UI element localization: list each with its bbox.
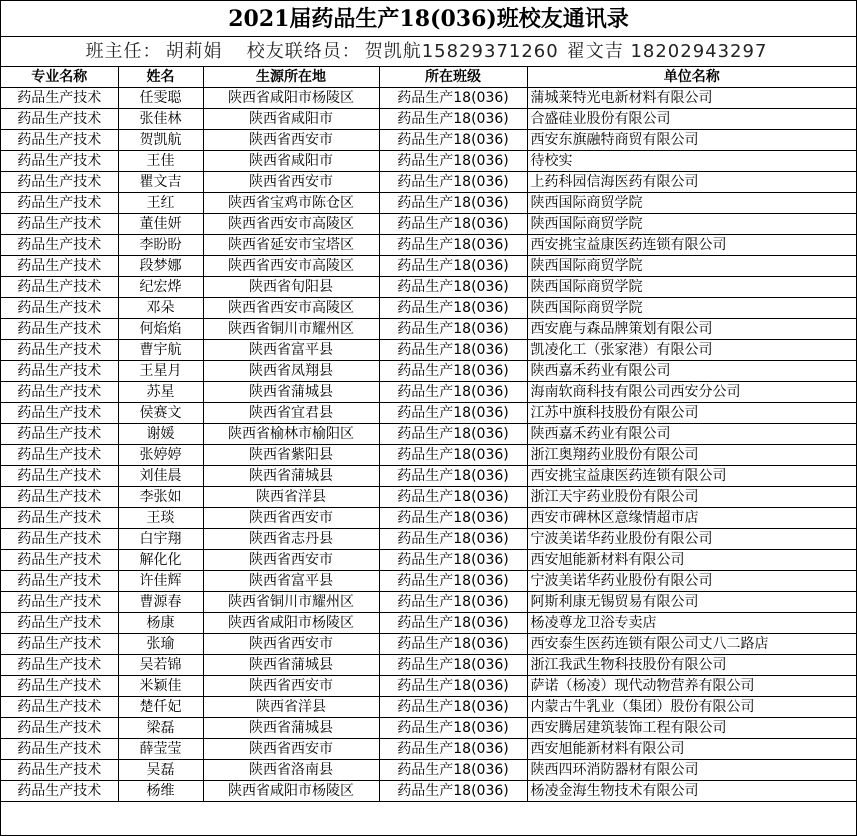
major-cell: 药品生产技术	[1, 151, 118, 172]
origin-cell: 陕西省西安市	[203, 739, 379, 760]
origin-cell: 陕西省咸阳市杨陵区	[203, 781, 379, 802]
major-cell: 药品生产技术	[1, 382, 118, 403]
name-cell: 董佳妍	[118, 214, 203, 235]
major-cell: 药品生产技术	[1, 655, 118, 676]
employer-cell: 上药科园信海医药有限公司	[527, 172, 856, 193]
class-cell: 药品生产18(036)	[379, 235, 527, 256]
class-cell: 药品生产18(036)	[379, 151, 527, 172]
class-cell: 药品生产18(036)	[379, 298, 527, 319]
head-teacher-label: 班主任：	[85, 41, 162, 62]
class-cell: 药品生产18(036)	[379, 508, 527, 529]
major-cell: 药品生产技术	[1, 298, 118, 319]
class-cell: 药品生产18(036)	[379, 718, 527, 739]
table-row	[1, 214, 856, 235]
name-cell: 曹宇航	[118, 340, 203, 361]
class-cell: 药品生产18(036)	[379, 697, 527, 718]
table-row	[1, 340, 856, 361]
name-cell: 谢媛	[118, 424, 203, 445]
table-row	[1, 697, 856, 718]
major-cell: 药品生产技术	[1, 214, 118, 235]
class-cell: 药品生产18(036)	[379, 550, 527, 571]
alumni-table	[1, 67, 856, 802]
table-row	[1, 571, 856, 592]
name-cell: 梁磊	[118, 718, 203, 739]
class-cell: 药品生产18(036)	[379, 382, 527, 403]
name-cell: 张婷婷	[118, 445, 203, 466]
table-row	[1, 193, 856, 214]
name-cell: 张佳林	[118, 109, 203, 130]
origin-cell: 陕西省富平县	[203, 340, 379, 361]
major-cell: 药品生产技术	[1, 592, 118, 613]
origin-cell: 陕西省延安市宝塔区	[203, 235, 379, 256]
class-cell: 药品生产18(036)	[379, 592, 527, 613]
table-row	[1, 550, 856, 571]
table-row	[1, 613, 856, 634]
origin-cell: 陕西省咸阳市	[203, 109, 379, 130]
liaison-2: 翟文吉 18202943297	[566, 41, 768, 62]
major-cell: 药品生产技术	[1, 277, 118, 298]
employer-cell: 陕西国际商贸学院	[527, 193, 856, 214]
name-cell: 瞿文吉	[118, 172, 203, 193]
major-cell: 药品生产技术	[1, 256, 118, 277]
table-row	[1, 382, 856, 403]
employer-cell: 西安泰生医药连锁有限公司丈八二路店	[527, 634, 856, 655]
header-employer: 单位名称	[527, 67, 856, 88]
employer-cell: 陕西嘉禾药业有限公司	[527, 424, 856, 445]
major-cell: 药品生产技术	[1, 550, 118, 571]
employer-cell: 浙江我武生物科技股份有限公司	[527, 655, 856, 676]
name-cell: 杨维	[118, 781, 203, 802]
class-cell: 药品生产18(036)	[379, 340, 527, 361]
name-cell: 王星月	[118, 361, 203, 382]
origin-cell: 陕西省旬阳县	[203, 277, 379, 298]
employer-cell: 陕西嘉禾药业有限公司	[527, 361, 856, 382]
employer-cell: 西安东旗融特商贸有限公司	[527, 130, 856, 151]
major-cell: 药品生产技术	[1, 172, 118, 193]
header-major: 专业名称	[1, 67, 118, 88]
table-row	[1, 508, 856, 529]
origin-cell: 陕西省咸阳市杨陵区	[203, 613, 379, 634]
name-cell: 许佳辉	[118, 571, 203, 592]
employer-cell: 陕西国际商贸学院	[527, 256, 856, 277]
major-cell: 药品生产技术	[1, 634, 118, 655]
origin-cell: 陕西省宜君县	[203, 403, 379, 424]
name-cell: 李盼盼	[118, 235, 203, 256]
header-class: 所在班级	[379, 67, 527, 88]
employer-cell: 杨凌尊龙卫浴专卖店	[527, 613, 856, 634]
class-cell: 药品生产18(036)	[379, 613, 527, 634]
class-cell: 药品生产18(036)	[379, 88, 527, 109]
class-cell: 药品生产18(036)	[379, 487, 527, 508]
class-cell: 药品生产18(036)	[379, 109, 527, 130]
employer-cell: 西安旭能新材料有限公司	[527, 739, 856, 760]
major-cell: 药品生产技术	[1, 529, 118, 550]
table-row	[1, 655, 856, 676]
major-cell: 药品生产技术	[1, 487, 118, 508]
table-row	[1, 592, 856, 613]
liaison-1: 贺凯航15829371260	[364, 41, 559, 62]
class-cell: 药品生产18(036)	[379, 655, 527, 676]
employer-cell: 内蒙古牛乳业（集团）股份有限公司	[527, 697, 856, 718]
employer-cell: 萨诺（杨凌）现代动物营养有限公司	[527, 676, 856, 697]
employer-cell: 西安挑宝益康医药连锁有限公司	[527, 466, 856, 487]
origin-cell: 陕西省紫阳县	[203, 445, 379, 466]
name-cell: 段梦娜	[118, 256, 203, 277]
employer-cell: 宁波美诺华药业股份有限公司	[527, 529, 856, 550]
employer-cell: 陕西四环消防器材有限公司	[527, 760, 856, 781]
origin-cell: 陕西省洋县	[203, 697, 379, 718]
origin-cell: 陕西省志丹县	[203, 529, 379, 550]
major-cell: 药品生产技术	[1, 235, 118, 256]
major-cell: 药品生产技术	[1, 193, 118, 214]
table-row	[1, 256, 856, 277]
origin-cell: 陕西省西安市	[203, 130, 379, 151]
employer-cell: 浙江天宇药业股份有限公司	[527, 487, 856, 508]
table-row	[1, 781, 856, 802]
major-cell: 药品生产技术	[1, 613, 118, 634]
table-row	[1, 151, 856, 172]
table-header-row	[1, 67, 856, 88]
table-row	[1, 361, 856, 382]
name-cell: 苏星	[118, 382, 203, 403]
origin-cell: 陕西省西安市	[203, 550, 379, 571]
class-cell: 药品生产18(036)	[379, 571, 527, 592]
class-cell: 药品生产18(036)	[379, 172, 527, 193]
origin-cell: 陕西省咸阳市杨陵区	[203, 88, 379, 109]
name-cell: 任雯聪	[118, 88, 203, 109]
name-cell: 何焰焰	[118, 319, 203, 340]
employer-cell: 陕西国际商贸学院	[527, 298, 856, 319]
table-row	[1, 319, 856, 340]
class-cell: 药品生产18(036)	[379, 739, 527, 760]
major-cell: 药品生产技术	[1, 718, 118, 739]
table-row	[1, 760, 856, 781]
header-name: 姓名	[118, 67, 203, 88]
name-cell: 李张如	[118, 487, 203, 508]
employer-cell: 待校实	[527, 151, 856, 172]
employer-cell: 西安市碑林区意缘情超市店	[527, 508, 856, 529]
table-body	[1, 88, 856, 802]
origin-cell: 陕西省蒲城县	[203, 655, 379, 676]
major-cell: 药品生产技术	[1, 739, 118, 760]
employer-cell: 蒲城莱特光电新材料有限公司	[527, 88, 856, 109]
origin-cell: 陕西省榆林市榆阳区	[203, 424, 379, 445]
table-row	[1, 466, 856, 487]
major-cell: 药品生产技术	[1, 508, 118, 529]
class-cell: 药品生产18(036)	[379, 130, 527, 151]
employer-cell: 合盛硅业股份有限公司	[527, 109, 856, 130]
employer-cell: 陕西国际商贸学院	[527, 214, 856, 235]
origin-cell: 陕西省富平县	[203, 571, 379, 592]
table-row	[1, 739, 856, 760]
origin-cell: 陕西省西安市高陵区	[203, 298, 379, 319]
origin-cell: 陕西省蒲城县	[203, 718, 379, 739]
origin-cell: 陕西省西安市高陵区	[203, 256, 379, 277]
class-cell: 药品生产18(036)	[379, 193, 527, 214]
major-cell: 药品生产技术	[1, 109, 118, 130]
table-row	[1, 298, 856, 319]
head-teacher-name: 胡莉娟	[165, 41, 223, 62]
name-cell: 曹源春	[118, 592, 203, 613]
name-cell: 纪宏烨	[118, 277, 203, 298]
name-cell: 贺凯航	[118, 130, 203, 151]
table-row	[1, 403, 856, 424]
major-cell: 药品生产技术	[1, 781, 118, 802]
major-cell: 药品生产技术	[1, 466, 118, 487]
table-row	[1, 235, 856, 256]
major-cell: 药品生产技术	[1, 88, 118, 109]
employer-cell: 浙江奥翔药业股份有限公司	[527, 445, 856, 466]
class-cell: 药品生产18(036)	[379, 277, 527, 298]
name-cell: 张瑜	[118, 634, 203, 655]
class-cell: 药品生产18(036)	[379, 424, 527, 445]
origin-cell: 陕西省洛南县	[203, 760, 379, 781]
header-origin: 生源所在地	[203, 67, 379, 88]
employer-cell: 凯凌化工（张家港）有限公司	[527, 340, 856, 361]
contact-line	[1, 37, 856, 67]
origin-cell: 陕西省凤翔县	[203, 361, 379, 382]
class-cell: 药品生产18(036)	[379, 781, 527, 802]
name-cell: 杨康	[118, 613, 203, 634]
class-cell: 药品生产18(036)	[379, 319, 527, 340]
major-cell: 药品生产技术	[1, 403, 118, 424]
name-cell: 侯赛文	[118, 403, 203, 424]
class-cell: 药品生产18(036)	[379, 466, 527, 487]
class-cell: 药品生产18(036)	[379, 403, 527, 424]
major-cell: 药品生产技术	[1, 697, 118, 718]
name-cell: 吴若锦	[118, 655, 203, 676]
origin-cell: 陕西省蒲城县	[203, 382, 379, 403]
major-cell: 药品生产技术	[1, 676, 118, 697]
origin-cell: 陕西省铜川市耀州区	[203, 592, 379, 613]
name-cell: 王红	[118, 193, 203, 214]
origin-cell: 陕西省西安市	[203, 676, 379, 697]
table-row	[1, 277, 856, 298]
origin-cell: 陕西省蒲城县	[203, 466, 379, 487]
origin-cell: 陕西省西安市	[203, 634, 379, 655]
table-row	[1, 424, 856, 445]
class-cell: 药品生产18(036)	[379, 361, 527, 382]
page-title: 2021届药品生产18(036)班校友通讯录	[1, 1, 856, 37]
table-row	[1, 130, 856, 151]
employer-cell: 西安挑宝益康医药连锁有限公司	[527, 235, 856, 256]
major-cell: 药品生产技术	[1, 361, 118, 382]
name-cell: 王佳	[118, 151, 203, 172]
employer-cell: 西安腾居建筑装饰工程有限公司	[527, 718, 856, 739]
origin-cell: 陕西省洋县	[203, 487, 379, 508]
class-cell: 药品生产18(036)	[379, 445, 527, 466]
major-cell: 药品生产技术	[1, 760, 118, 781]
major-cell: 药品生产技术	[1, 445, 118, 466]
table-row	[1, 445, 856, 466]
origin-cell: 陕西省西安市	[203, 172, 379, 193]
table-row	[1, 487, 856, 508]
name-cell: 白宇翔	[118, 529, 203, 550]
name-cell: 薛莹莹	[118, 739, 203, 760]
table-row	[1, 109, 856, 130]
name-cell: 解化化	[118, 550, 203, 571]
class-cell: 药品生产18(036)	[379, 256, 527, 277]
name-cell: 邓朵	[118, 298, 203, 319]
class-cell: 药品生产18(036)	[379, 529, 527, 550]
origin-cell: 陕西省铜川市耀州区	[203, 319, 379, 340]
name-cell: 楚仟妃	[118, 697, 203, 718]
origin-cell: 陕西省咸阳市	[203, 151, 379, 172]
table-row	[1, 634, 856, 655]
class-cell: 药品生产18(036)	[379, 676, 527, 697]
name-cell: 吴磊	[118, 760, 203, 781]
origin-cell: 陕西省西安市高陵区	[203, 214, 379, 235]
class-cell: 药品生产18(036)	[379, 214, 527, 235]
major-cell: 药品生产技术	[1, 130, 118, 151]
major-cell: 药品生产技术	[1, 571, 118, 592]
name-cell: 米颖佳	[118, 676, 203, 697]
origin-cell: 陕西省宝鸡市陈仓区	[203, 193, 379, 214]
employer-cell: 阿斯利康无锡贸易有限公司	[527, 592, 856, 613]
employer-cell: 陕西国际商贸学院	[527, 277, 856, 298]
major-cell: 药品生产技术	[1, 319, 118, 340]
name-cell: 王琰	[118, 508, 203, 529]
employer-cell: 江苏中旗科技股份有限公司	[527, 403, 856, 424]
employer-cell: 宁波美诺华药业股份有限公司	[527, 571, 856, 592]
major-cell: 药品生产技术	[1, 424, 118, 445]
class-cell: 药品生产18(036)	[379, 760, 527, 781]
employer-cell: 海南软商科技有限公司西安分公司	[527, 382, 856, 403]
name-cell: 刘佳晨	[118, 466, 203, 487]
liaison-label: 校友联络员：	[246, 41, 361, 62]
employer-cell: 西安鹿与森品牌策划有限公司	[527, 319, 856, 340]
table-row	[1, 88, 856, 109]
major-cell: 药品生产技术	[1, 340, 118, 361]
table-row	[1, 172, 856, 193]
employer-cell: 杨凌金海生物技术有限公司	[527, 781, 856, 802]
table-row	[1, 676, 856, 697]
table-row	[1, 529, 856, 550]
employer-cell: 西安旭能新材料有限公司	[527, 550, 856, 571]
class-cell: 药品生产18(036)	[379, 634, 527, 655]
origin-cell: 陕西省西安市	[203, 508, 379, 529]
table-row	[1, 718, 856, 739]
